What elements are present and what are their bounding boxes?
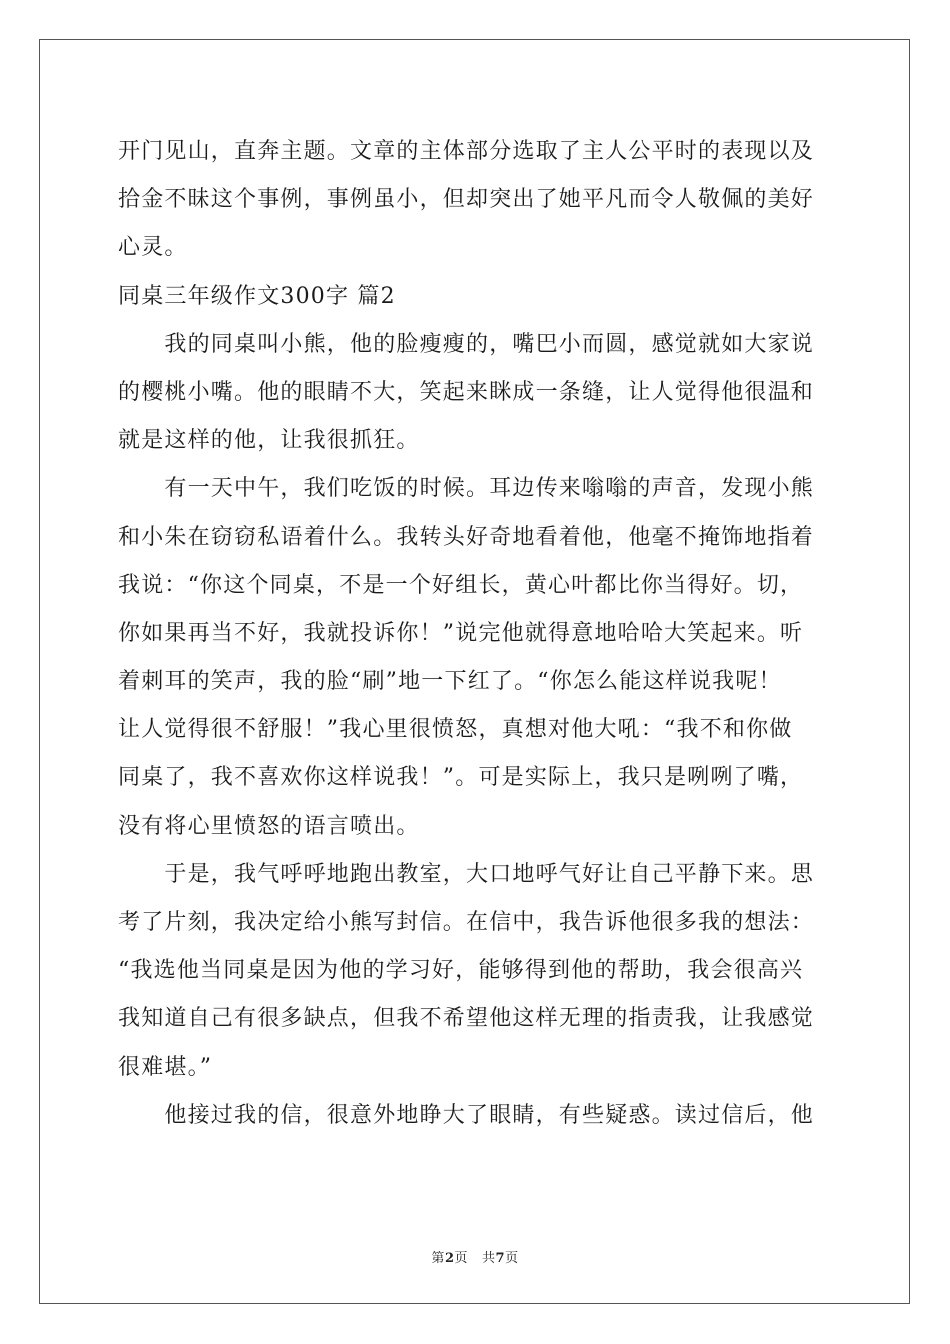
text-line: 拾金不昧这个事例，事例虽小，但却突出了她平凡而令人敬佩的美好 [118,187,815,213]
text-line: 心灵。 [118,235,188,261]
text-line: 没有将心里愤怒的语言喷出。 [118,813,420,839]
total-pages-prefix: 共 [482,1251,496,1266]
text-line: “我选他当同桌是因为他的学习好，能够得到他的帮助，我会很高兴 [118,958,804,984]
text-line: 考了片刻，我决定给小熊写封信。在信中，我告诉他很多我的想法： [118,910,815,935]
page-word: 页 [454,1251,468,1266]
text-line: 于是，我气呼呼地跑出教室，大口地呼气好让自己平静下来。思 [118,861,815,887]
text-line: 很难堪。” [118,1054,213,1080]
text-line: 开门见山，直奔主题。文章的主体部分选取了主人公平时的表现以及 [118,139,815,164]
document-body [118,128,834,1140]
text-line: 同桌了，我不喜欢你这样说我！”。可是实际上，我只是咧咧了嘴， [118,765,804,791]
text-line: 的樱桃小嘴。他的眼睛不大，笑起来眯成一条缝，让人觉得他很温和 [118,379,815,405]
text-line: 我知道自己有很多缺点，但我不希望他这样无理的指责我，让我感觉 [118,1006,815,1032]
text-line: 有一天中午，我们吃饭的时候。耳边传来嗡嗡的声音，发现小熊 [118,476,815,502]
text-line: 着刺耳的笑声，我的脸“刷”地一下红了。“你怎么能这样说我呢！ [118,669,782,695]
section-heading: 同桌三年级作文300字 篇2 [118,283,396,309]
total-pages-number: 7 [495,1251,506,1266]
text-line: 我的同桌叫小熊，他的脸瘦瘦的，嘴巴小而圆，感觉就如大家说 [118,331,815,357]
text-line: 你如果再当不好，我就投诉你！”说完他就得意地哈哈大笑起来。听 [118,620,804,646]
text-line: 和小朱在窃窃私语着什么。我转头好奇地看着他，他毫不掩饰地指着 [118,524,815,550]
page-number-prefix: 第 [431,1251,445,1266]
total-pages-suffix: 页 [505,1251,519,1266]
text-line: 我说：“你这个同桌，不是一个好组长，黄心叶都比你当得好。切， [118,572,804,598]
text-line: 让人觉得很不舒服！”我心里很愤怒，真想对他大吼：“我不和你做 [118,717,793,743]
current-page-number: 2 [444,1251,455,1266]
text-line: 就是这样的他，让我很抓狂。 [118,428,420,454]
page-footer [0,1247,950,1266]
text-line: 他接过我的信，很意外地睁大了眼睛，有些疑惑。读过信后，他 [118,1102,815,1128]
